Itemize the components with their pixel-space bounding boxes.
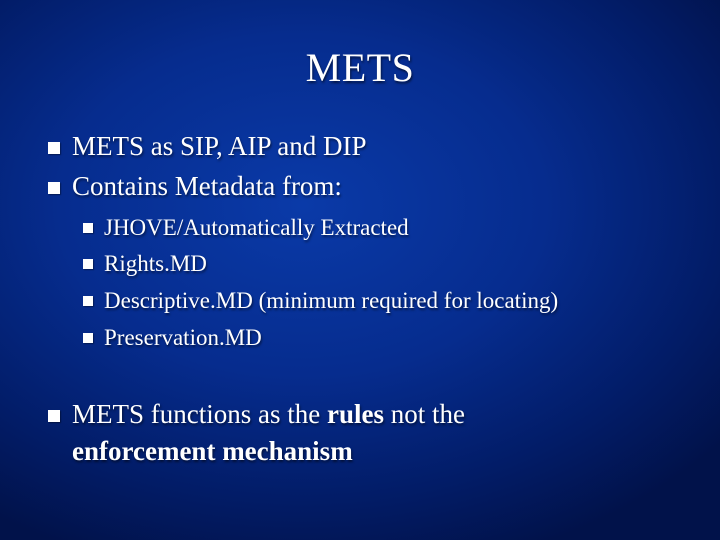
sub-bullet-text: Rights.MD — [104, 251, 207, 276]
square-bullet-icon — [83, 333, 93, 343]
slide-title: METS — [305, 45, 415, 90]
bullet-text-line-2 — [72, 433, 353, 469]
bullet-text-line-1 — [72, 396, 465, 432]
bullet-text-plain-end: not the — [383, 399, 465, 429]
sub-bullet-text: Preservation.MD — [104, 325, 262, 350]
square-bullet-icon — [48, 182, 60, 194]
square-bullet-icon — [83, 296, 93, 306]
sub-bullet-text: Descriptive.MD (minimum required for locating) — [104, 288, 559, 313]
square-bullet-icon — [83, 223, 93, 233]
sub-bullet-text: JHOVE/Automatically Extracted — [104, 215, 409, 240]
bullet-text: Contains Metadata from: — [72, 171, 342, 201]
bullet-text-emphasis: rules — [326, 399, 384, 429]
bullet-text-plain: METS functions as the — [72, 399, 327, 429]
square-bullet-icon — [83, 259, 93, 269]
square-bullet-icon — [48, 410, 60, 422]
square-bullet-icon — [48, 142, 60, 154]
bullet-text: METS as SIP, AIP and DIP — [72, 131, 367, 161]
bullet-text-emphasis-line-2: enforcement mechanism — [72, 436, 353, 466]
